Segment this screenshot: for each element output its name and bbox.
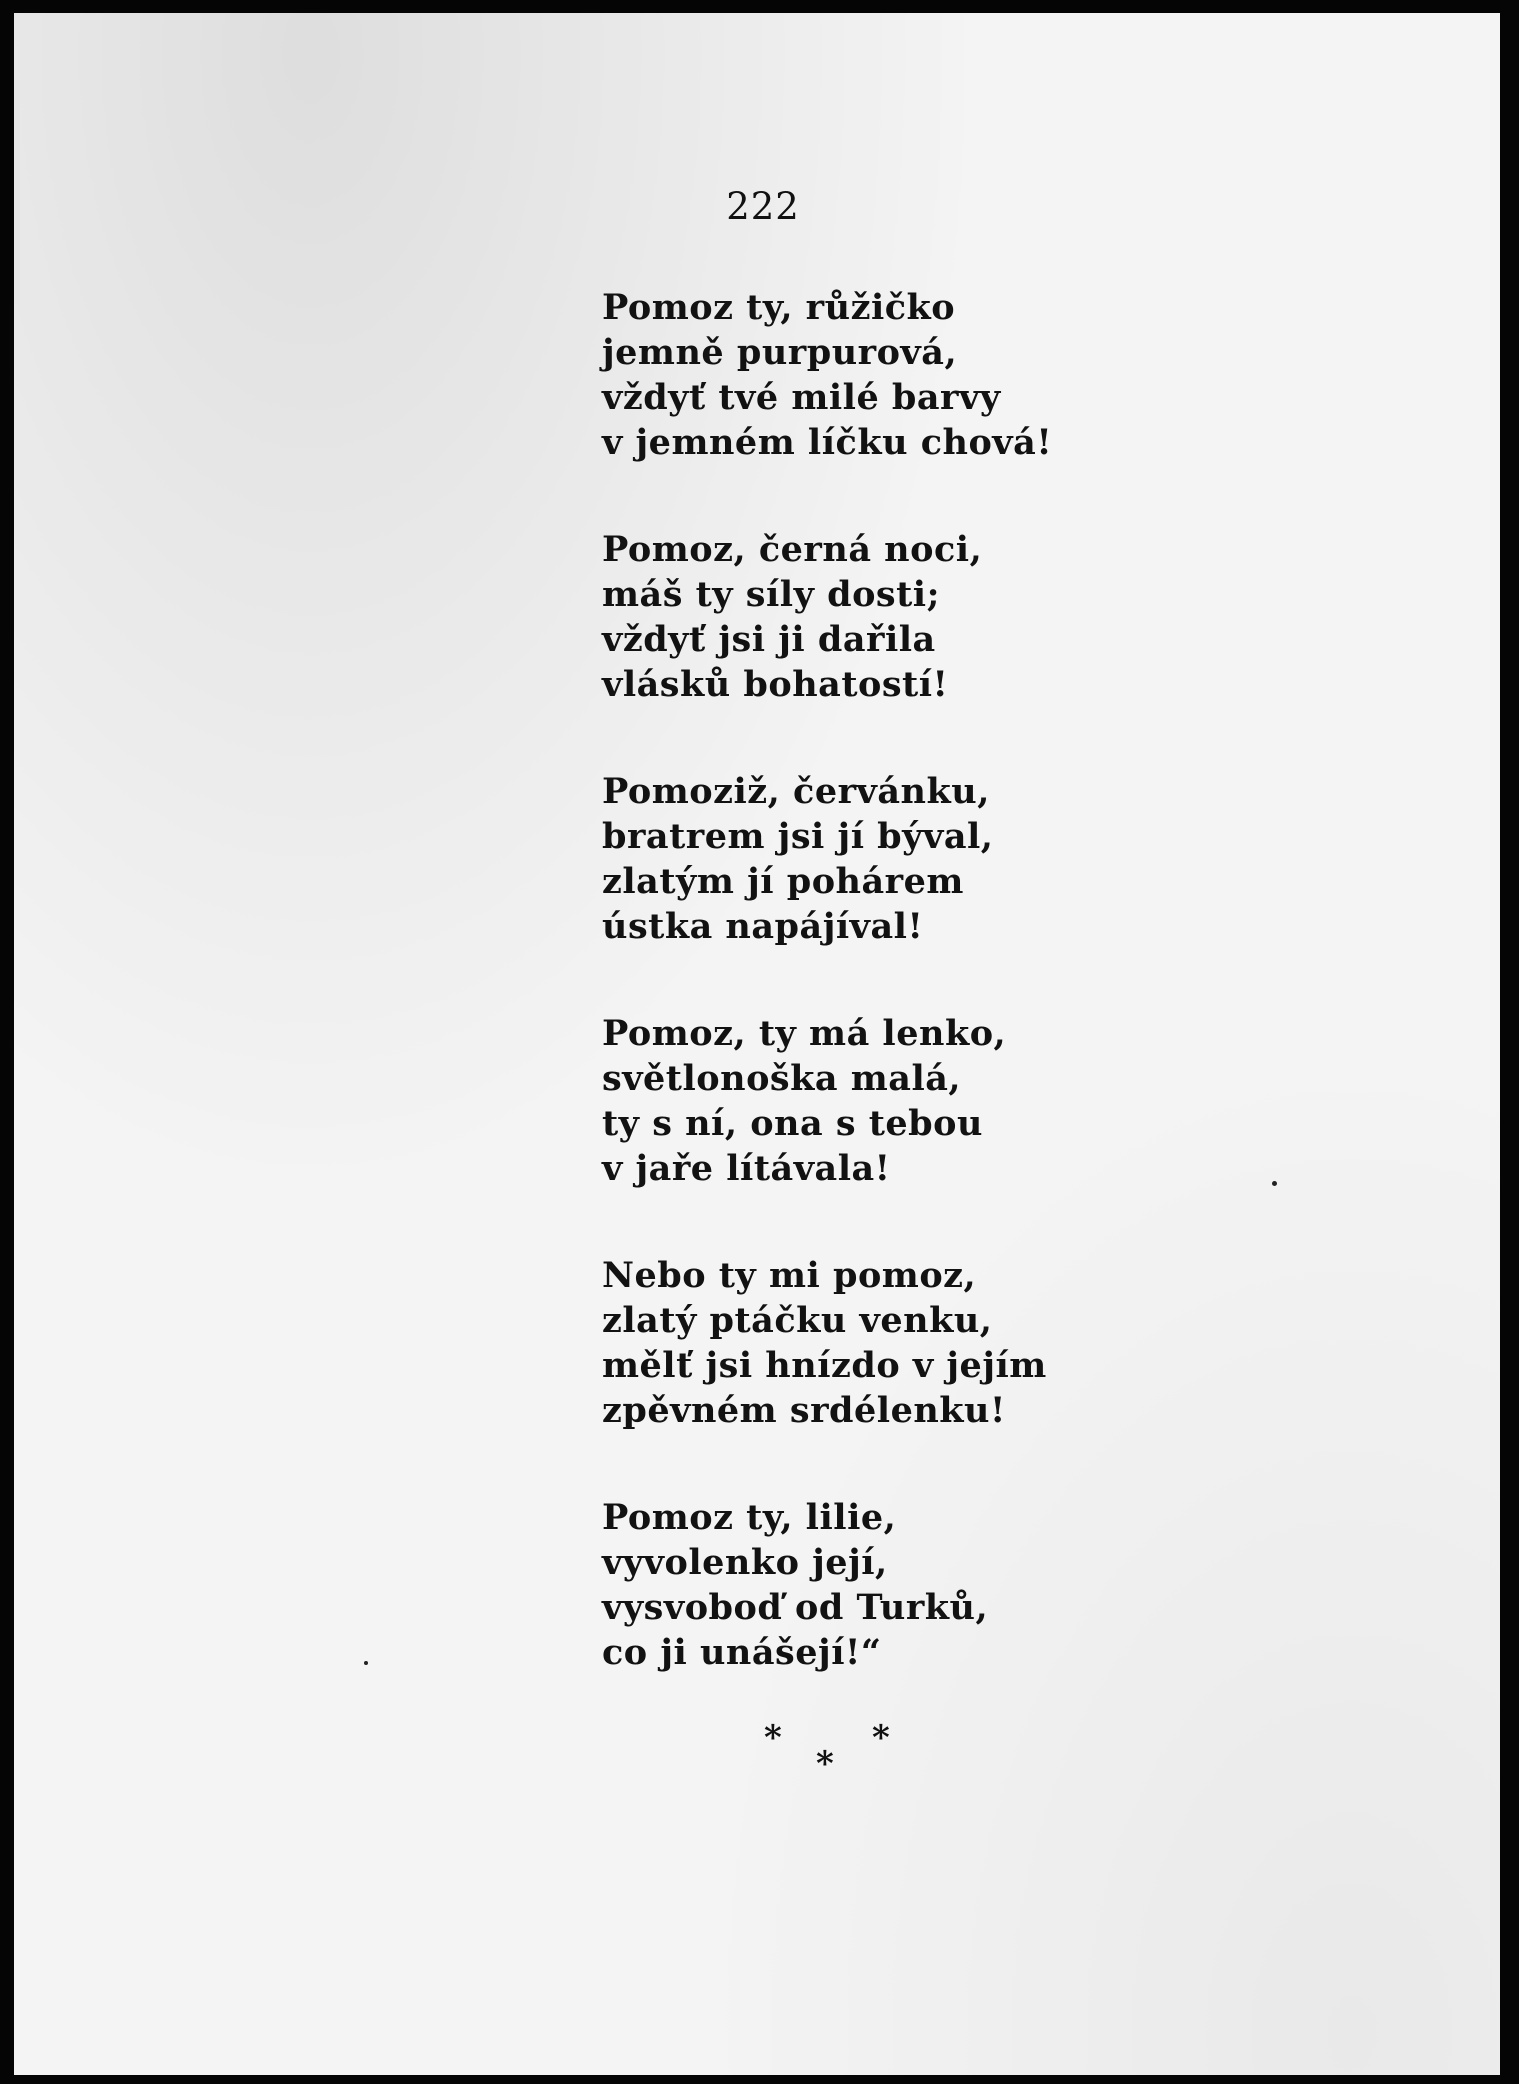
asterisk: *: [872, 1718, 890, 1758]
stanza-2: [602, 527, 1502, 707]
stanza-3: [602, 769, 1502, 949]
poem-line: zlatý ptáčku venku,: [602, 1300, 993, 1341]
poem-line: v jaře lítávala!: [602, 1148, 891, 1189]
poem-line: máš ty síly dosti;: [602, 574, 941, 615]
scan-speck: [1272, 1181, 1277, 1186]
poem-line: Pomoz, černá noci,: [602, 529, 983, 570]
poem-line: světlonoška malá,: [602, 1058, 962, 1099]
poem-line: vždyť jsi ji dařila: [602, 619, 936, 660]
poem-line: zpěvném srdélenku!: [602, 1390, 1006, 1431]
page-number: 222: [726, 185, 800, 228]
poem-line: Pomoz, ty má lenko,: [602, 1013, 1007, 1054]
poem-line: vyvolenko její,: [602, 1542, 888, 1583]
poem-line: vlásků bohatostí!: [602, 664, 949, 705]
poem-line: v jemném líčku chová!: [602, 422, 1053, 463]
poem-line: vysvoboď od Turků,: [602, 1587, 989, 1628]
stanza-1: [602, 285, 1502, 465]
poem-line: mělť jsi hnízdo v jejím: [602, 1345, 1047, 1386]
stanza-6: [602, 1495, 1502, 1675]
section-break-asterisks: [744, 1718, 924, 1784]
poem: [602, 285, 1502, 1737]
book-page: [14, 13, 1500, 2075]
asterisk: *: [816, 1744, 834, 1784]
poem-line: Nebo ty mi pomoz,: [602, 1255, 977, 1296]
poem-line: zlatým jí pohárem: [602, 861, 964, 902]
stanza-5: [602, 1253, 1502, 1433]
asterisk: *: [764, 1718, 782, 1758]
poem-line: Pomoz ty, lilie,: [602, 1497, 897, 1538]
poem-line: ústka napájíval!: [602, 906, 924, 947]
poem-line: vždyť tvé milé barvy: [602, 377, 1001, 418]
poem-line: Pomoz ty, růžičko: [602, 287, 956, 328]
poem-line: ty s ní, ona s tebou: [602, 1103, 983, 1144]
stanza-4: [602, 1011, 1502, 1191]
poem-line: bratrem jsi jí býval,: [602, 816, 994, 857]
scan-speck: [364, 1661, 368, 1665]
poem-line: Pomoziž, červánku,: [602, 771, 990, 812]
poem-line: jemně purpurová,: [602, 332, 958, 373]
poem-line: co ji unášejí!“: [602, 1632, 882, 1673]
